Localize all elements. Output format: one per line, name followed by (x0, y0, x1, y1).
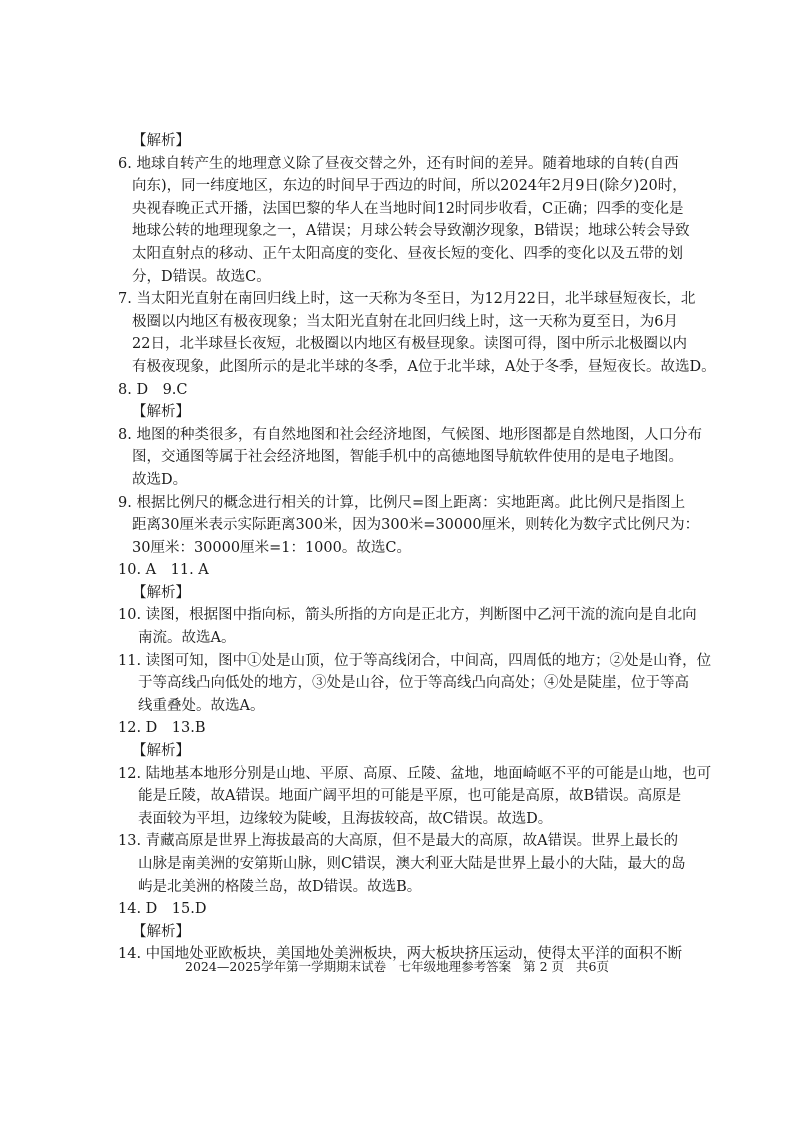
text-line: 22日，北半球昼长夜短，北极圈以内地区有极昼现象。读图可得，图中所示北极圈以内 (132, 336, 687, 353)
analysis-label: 【解析】 (132, 584, 190, 601)
text-line: 极圈以内地区有极夜现象；当太阳光直射在北回归线上时，这一天称为夏至日，为6月 (132, 313, 678, 330)
analysis-label: 【解析】 (132, 923, 190, 940)
footer-total-pages: 共6页 (576, 959, 609, 974)
text-line: 南流。故选A。 (138, 630, 236, 647)
text-line: 14. 中国地处亚欧板块，美国地处美洲板块，两大板块挤压运动，使得太平洋的面积不断 (118, 946, 683, 963)
text-line: 于等高线凸向低处的地方，③处是山谷，位于等高线凸向高处；④处是陡崖，位于等高 (138, 675, 689, 692)
text-line: 6. 地球自转产生的地理意义除了昼夜交替之外，还有时间的差异。随着地球的自转(自西 (118, 155, 679, 172)
footer-page-number: 第 2 页 (523, 959, 565, 974)
text-line: 山脉是南美洲的安第斯山脉，则C错误，澳大利亚大陆是世界上最小的大陆，最大的岛 (138, 856, 686, 872)
text-line: 线重叠处。故选A。 (138, 697, 265, 714)
analysis-label: 【解析】 (132, 133, 190, 149)
text-line: 距离30厘米表示实际距离300米，因为300米=30000厘米，则转化为数字式比例尺为： (132, 517, 700, 534)
text-line: 图，交通图等属于社会经济地图，智能手机中的高德地图导航软件使用的是电子地图。 (132, 449, 683, 466)
text-line: 8. 地图的种类很多，有自然地图和社会经济地图，气候图、地形图都是自然地图，人口分布 (118, 426, 702, 443)
text-line: 表面较为平坦，边缘较为陡峻，且海拔较高，故C错误。故选D。 (138, 810, 553, 827)
text-line: 7. 当太阳光直射在南回归线上时，这一天称为冬至日，为12月22日，北半球昼短夜长，北 (118, 291, 696, 308)
text-line: 能是丘陵，故A错误。地面广阔平坦的可能是平原，也可能是高原，故B错误。高原是 (138, 788, 682, 805)
text-line: 分，D错误。故选C。 (132, 268, 271, 285)
text-line: 故选D。 (132, 471, 188, 488)
text-line: 13. 青藏高原是世界上海拔最高的大高原，但不是最大的高原，故A错误。世界上最长的 (118, 833, 679, 850)
text-line: 12. 陆地基本地形分别是山地、平原、高原、丘陵、盆地，地面崎岖不平的可能是山地，也可 (118, 765, 712, 782)
footer-title: 2024—2025学年第一学期期末试卷 七年级地理参考答案 (185, 959, 512, 974)
analysis-label: 【解析】 (132, 404, 190, 421)
text-line: 30厘米：30000厘米=1：1000。故选C。 (132, 539, 411, 556)
text-line: 央视春晚正式开播，法国巴黎的华人在当地时间12时同步收看，C正确；四季的变化是 (132, 200, 684, 217)
text-line: 11. 读图可知，图中①处是山顶，位于等高线闭合，中间高，四周低的地方；②处是山脊，位 (118, 652, 712, 669)
answer-key-line: 12. D 13.B (118, 720, 206, 737)
text-line: 10. 读图，根据图中指向标，箭头所指的方向是正北方，判断图中乙河干流的流向是自北向 (118, 607, 697, 624)
analysis-label: 【解析】 (132, 743, 190, 760)
text-line: 有极夜现象，此图所示的是北半球的冬季，A位于北半球，A处于冬季，昼短夜长。故选D。 (132, 358, 716, 375)
page-footer (0, 958, 794, 976)
answer-content (118, 130, 716, 966)
text-line: 9. 根据比例尺的概念进行相关的计算，比例尺=图上距离：实地距离。此比例尺是指图上 (118, 494, 686, 511)
answer-key-line: 14. D 15.D (118, 901, 207, 918)
answer-key-line: 10. A 11. A (118, 562, 209, 579)
text-line: 地球公转的地理现象之一，A错误；月球公转会导致潮汐现象，B错误；地球公转会导致 (132, 223, 690, 240)
text-line: 太阳直射点的移动、正午太阳高度的变化、昼夜长短的变化、四季的变化以及五带的划 (132, 245, 683, 262)
text-line: 屿是北美洲的格陵兰岛，故D错误。故选B。 (138, 878, 422, 895)
answer-key-line: 8. D 9.C (118, 381, 188, 398)
text-line: 向东)，同一纬度地区，东边的时间早于西边的时间，所以2024年2月9日(除夕)20时， (132, 178, 687, 195)
